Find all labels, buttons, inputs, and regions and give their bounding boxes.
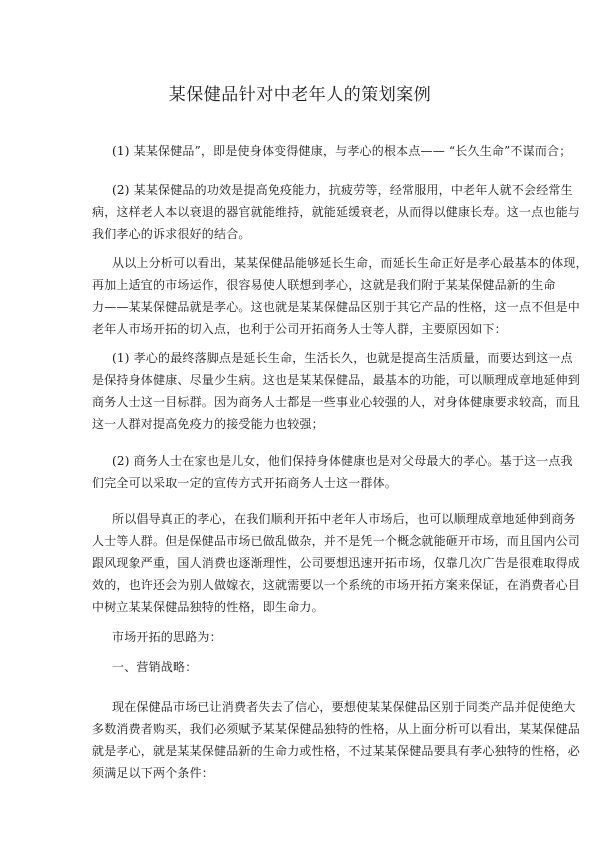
paragraph-4: [92, 347, 581, 435]
paragraph-line: 多数消费者购买，我们必须赋予某某保健品独特的性格，从上面分析可以看出，某某保健品: [92, 722, 581, 736]
paragraph-line: 是保持身体健康、尽量少生病。这也是某某保健品，最基本的功能，可以顺理成章地延伸到: [92, 373, 581, 387]
paragraph-1: [92, 140, 572, 162]
paragraph-line: 就是孝心，就是某某保健品新的生命力或性格，不过某某保健品要具有孝心独特的性格，必: [92, 744, 581, 758]
paragraph-6: [92, 508, 581, 618]
paragraph-line: 一、营销战略：: [112, 660, 198, 674]
paragraph-line: 病，这样老人本以衰退的器官就能维持，就能延缓衰老，从而得以健康长寿。这一点也能与: [92, 205, 581, 219]
paragraph-line: 中树立某某保健品独特的性格，即生命力。: [92, 600, 324, 614]
paragraph-line: 所以倡导真正的孝心，在我们顺利开拓中老年人市场后，也可以顺理成章地延伸到商务: [112, 512, 576, 526]
paragraph-line: 老年人市场开拓的切入点，也利于公司开拓商务人士等人群，主要原因如下：: [92, 322, 507, 336]
paragraph-line: 商务人士这一目标群。因为商务人士都是一些事业心较强的人，对身体健康要求较高，而且: [92, 395, 581, 409]
paragraph-line: (1) 孝心的最终落脚点是延长生命，生活长久，也就是提高生活质量，而要达到这一点: [112, 351, 573, 365]
page-title: 某保健品针对中老年人的策划案例: [168, 85, 432, 105]
paragraph-line: 现在保健品市场已让消费者失去了信心，要想使某某保健品区别于同类产品并促使绝大: [112, 700, 576, 714]
paragraph-line: 跟风现象严重，国人消费也逐渐理性，公司要想迅速开拓市场，仅靠几次广告是很难取得成: [92, 556, 581, 570]
section-heading: [92, 656, 522, 678]
paragraph-line: 我们孝心的诉求很好的结合。: [92, 227, 251, 241]
paragraph-7: [92, 626, 522, 648]
paragraph-line: 从以上分析可以看出，某某保健品能够延长生命，而延长生命正好是孝心最基本的体现，: [112, 256, 588, 270]
paragraph-2: [92, 179, 581, 245]
paragraph-line: 力——某某保健品就是孝心。这也就是某某保健品区别于其它产品的性格，这一点不但是中: [92, 300, 581, 314]
paragraph-line: 们完全可以采取一定的宣传方式开拓商务人士这一群体。: [92, 476, 398, 490]
paragraph-line: 市场开拓的思路为：: [112, 630, 222, 644]
paragraph-line: 须满足以下两个条件：: [92, 766, 215, 780]
paragraph-line: (2) 某某保健品的功效是提高免疫能力，抗疲劳等，经常服用，中老年人就不会经常生: [112, 183, 573, 197]
paragraph-line: 这一人群对提高免疫力的接受能力也较强；: [92, 417, 324, 431]
paragraph-line: (1) 某某保健品”，即是使身体变得健康，与孝心的根本点—— “长久生命”不谋而合；: [112, 144, 572, 158]
paragraph-line: (2) 商务人士在家也是儿女，他们保持身体健康也是对父母最大的孝心。基于这一点我: [112, 454, 573, 468]
paragraph-line: 再加上适宜的市场运作，很容易使人联想到孝心，这就是我们附于某某保健品新的生命: [92, 278, 556, 292]
paragraph-line: 效的，也许还会为别人做嫁衣，这就需要以一个系统的市场开拓方案来保证，在消费者心目: [92, 578, 581, 592]
paragraph-9: [92, 696, 581, 784]
paragraph-5: [92, 450, 573, 494]
paragraph-line: 人士等人群。但是保健品市场已做乱做杂，并不是凭一个概念就能砸开市场，而且国内公司: [92, 534, 581, 548]
paragraph-3: [92, 252, 588, 340]
